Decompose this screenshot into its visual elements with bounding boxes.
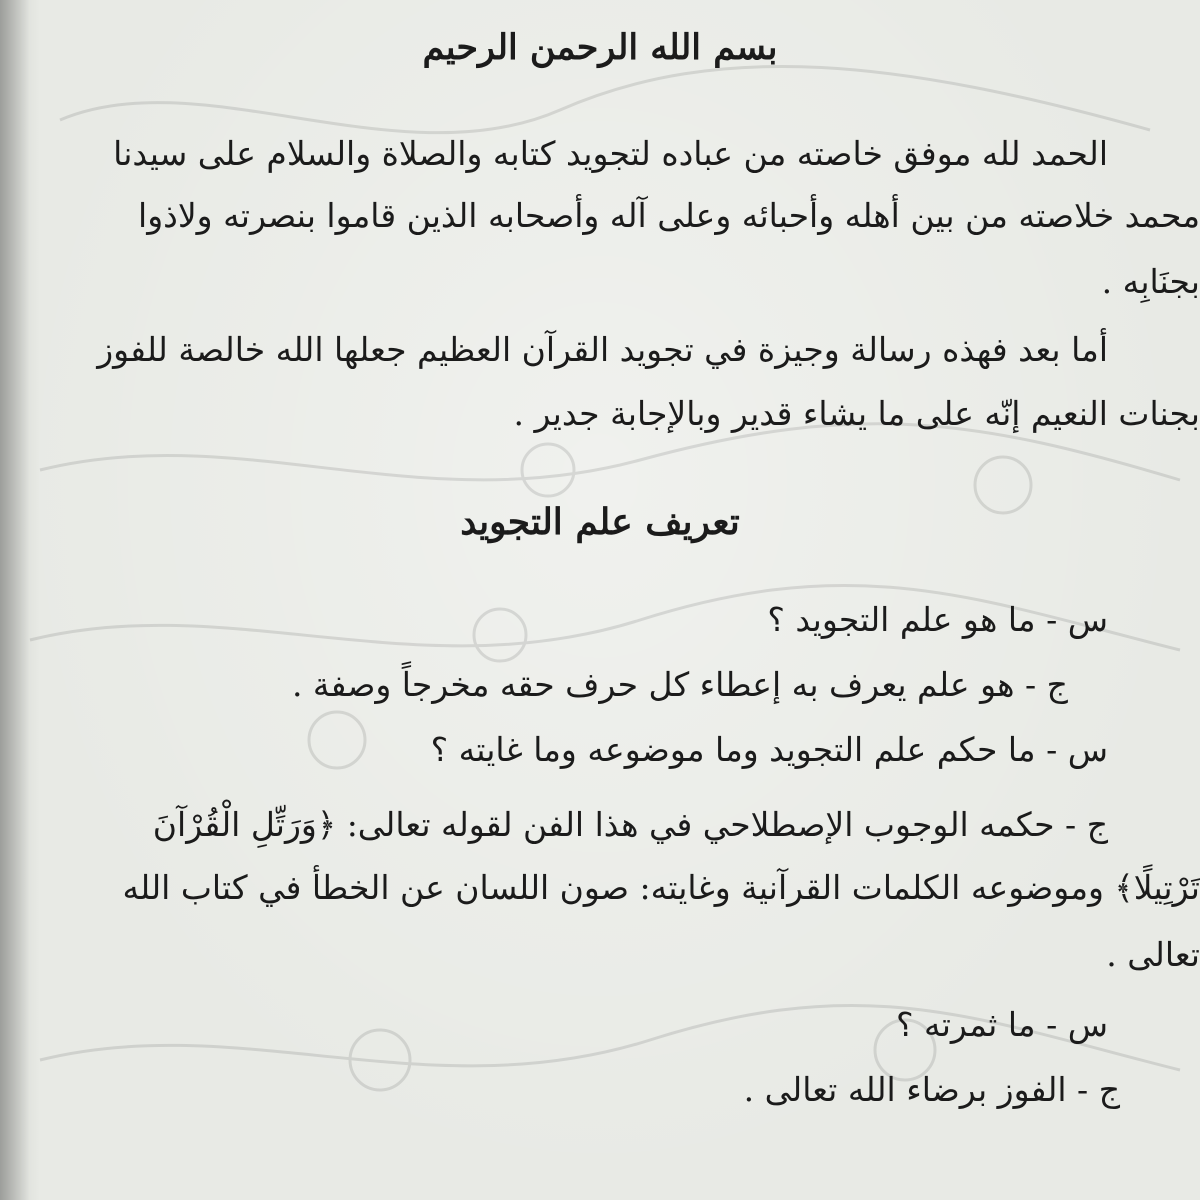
basmala-title: بسم الله الرحمن الرحيم [422, 27, 778, 68]
question-2: س - ما حكم علم التجويد وما موضوعه وما غايته ؟ [430, 730, 1108, 769]
paragraph2-line-1: أما بعد فهذه رسالة وجيزة في تجويد القرآن العظيم جعلها الله خالصة للفوز [97, 330, 1108, 369]
paragraph2-line-2: بجنات النعيم إنّه على ما يشاء قدير وبالإجابة جدير . [513, 394, 1200, 433]
question-1: س - ما هو علم التجويد ؟ [767, 600, 1108, 639]
section-heading: تعريف علم التجويد [460, 501, 740, 543]
intro-line-2: محمد خلاصته من بين أهله وأحبائه وعلى آله وأصحابه الذين قاموا بنصرته ولاذوا [138, 196, 1200, 235]
answer-2-line-3: تعالى . [1106, 935, 1200, 974]
answer-2-line-2: تَرْتِيلًا﴾ وموضوعه الكلمات القرآنية وغايته: صون اللسان عن الخطأ في كتاب الله [122, 868, 1200, 907]
question-3: س - ما ثمرته ؟ [896, 1005, 1108, 1044]
answer-1: ج - هو علم يعرف به إعطاء كل حرف حقه مخرجاً وصفة . [291, 665, 1068, 704]
intro-line-1: الحمد لله موفق خاصته من عباده لتجويد كتابه والصلاة والسلام على سيدنا [113, 134, 1108, 173]
answer-2-line-1: ج - حكمه الوجوب الإصطلاحي في هذا الفن لقوله تعالى: ﴿وَرَتِّلِ الْقُرْآنَ [152, 805, 1108, 844]
intro-line-3: بجنَابِه . [1101, 262, 1200, 301]
answer-3: ج - الفوز برضاء الله تعالى . [743, 1070, 1120, 1109]
